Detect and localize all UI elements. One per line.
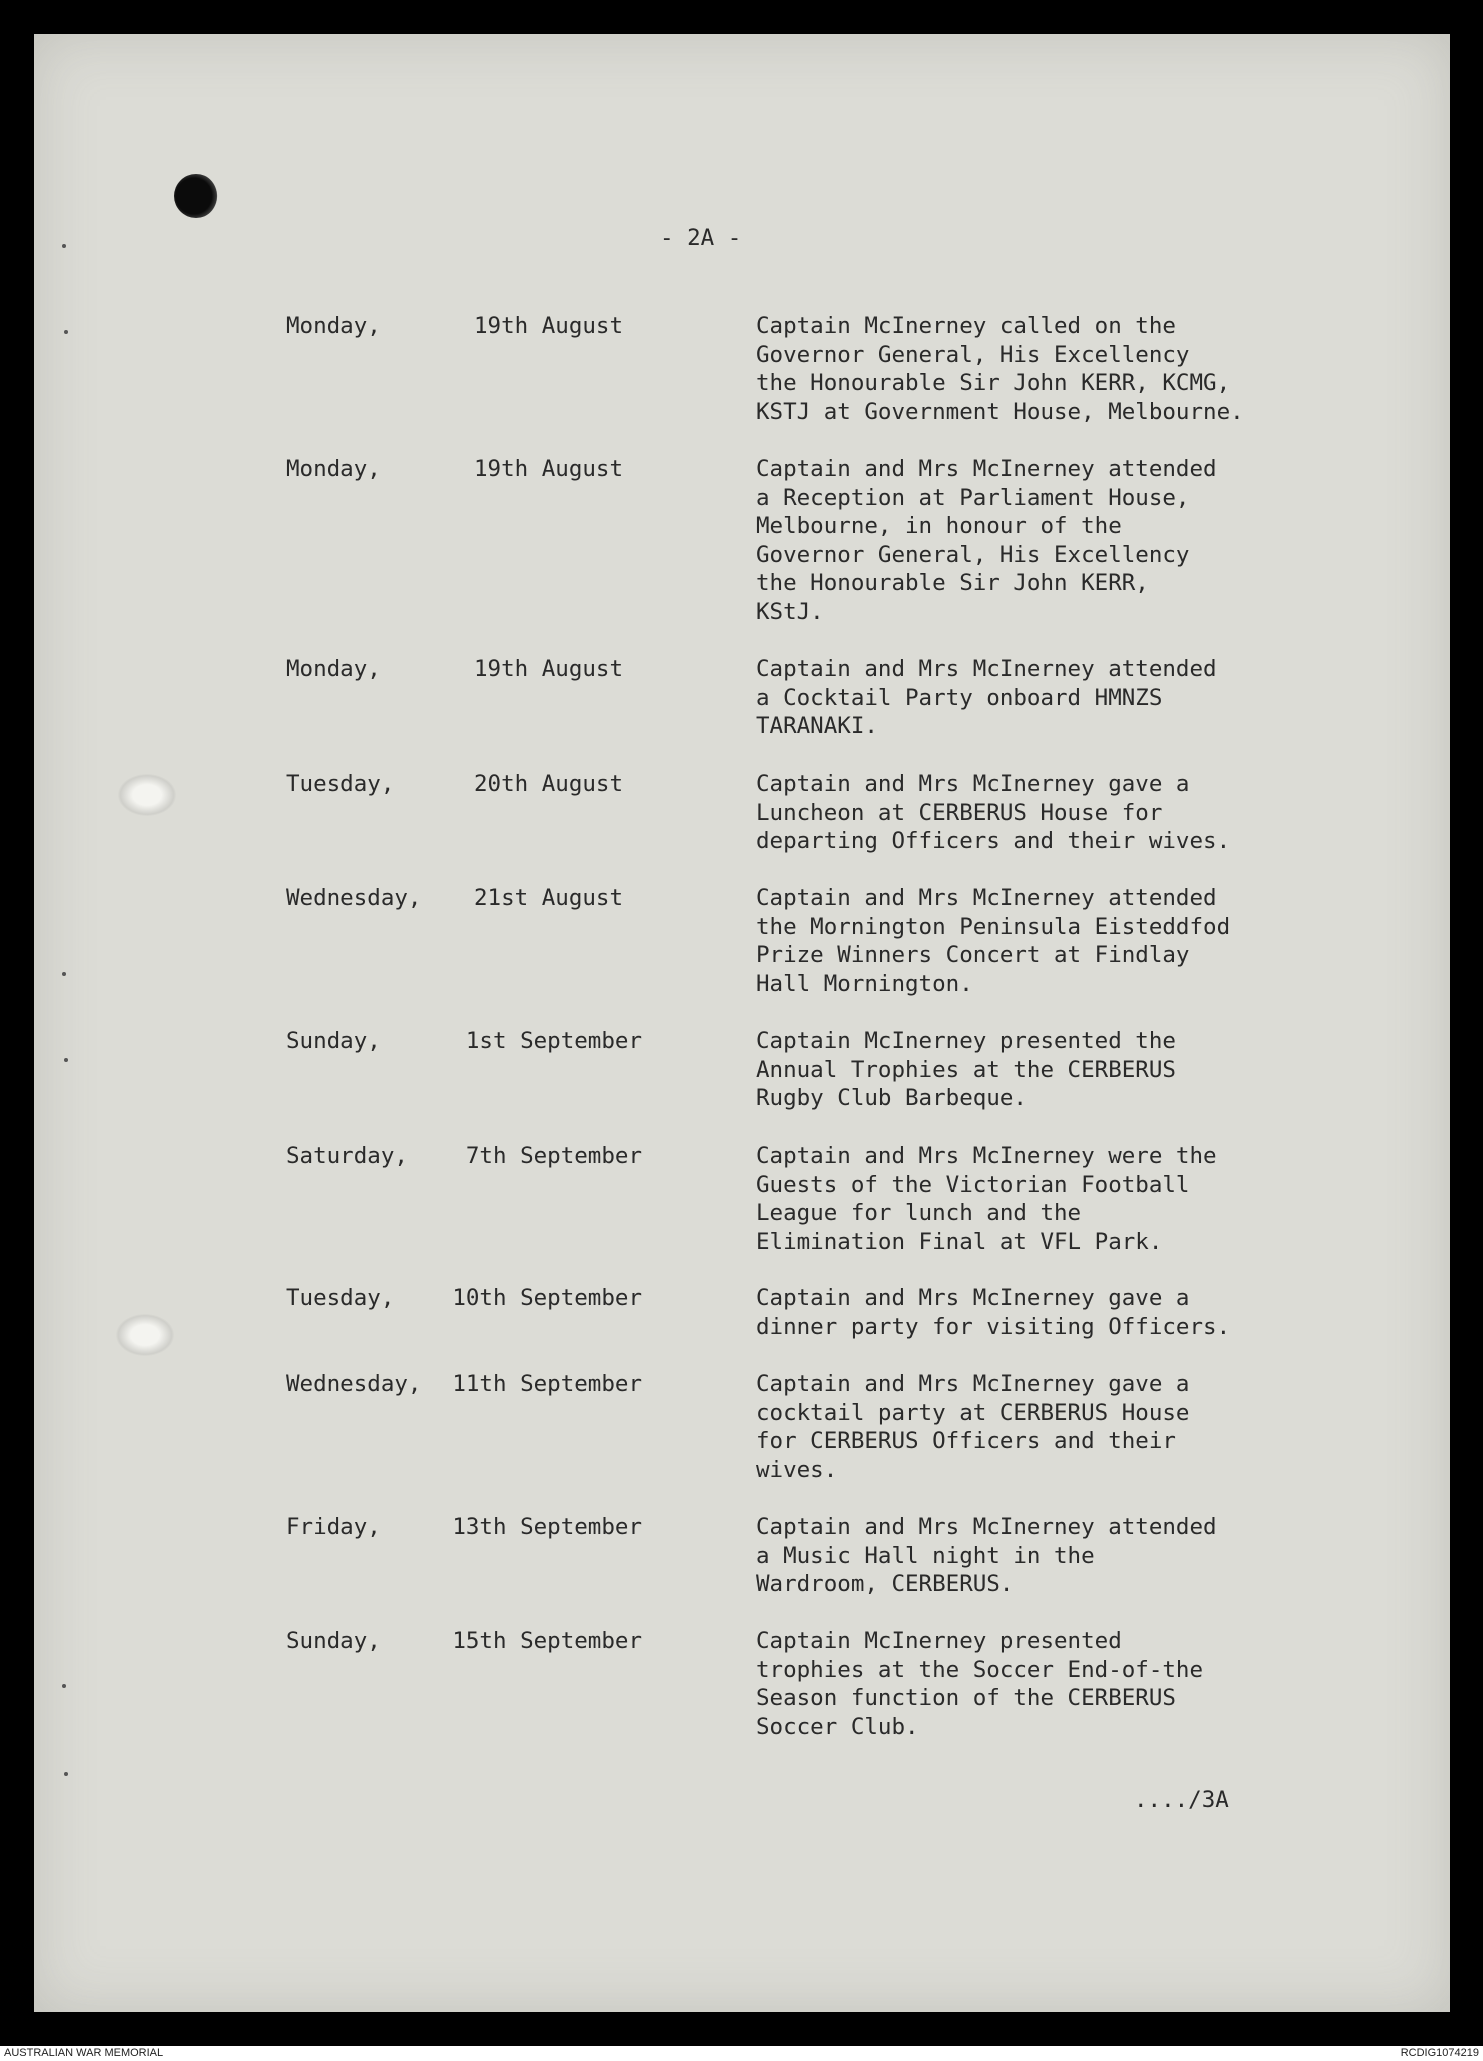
- event-day: Monday,: [286, 456, 381, 482]
- event-day: Wednesday,: [286, 885, 422, 911]
- event-day: Monday,: [286, 656, 381, 682]
- description-line: Governor General, His Excellency: [756, 541, 1190, 568]
- event-date: 21st August: [474, 885, 624, 911]
- event-description: [756, 1513, 1286, 1599]
- event-description: [756, 1370, 1286, 1484]
- event-date: 19th August: [474, 456, 624, 482]
- description-line: the Honourable Sir John KERR, KCMG,: [756, 370, 1231, 396]
- paper-speck: [64, 1772, 68, 1776]
- description-line: wives.: [756, 1456, 838, 1483]
- description-line: Captain and Mrs McInerney gave a: [756, 1371, 1190, 1397]
- paper-speck: [62, 1684, 66, 1688]
- paper-speck: [64, 1058, 68, 1062]
- description-line: Captain and Mrs McInerney attended: [756, 1514, 1217, 1540]
- description-line: Luncheon at CERBERUS House for: [756, 799, 1163, 826]
- event-date: 11th September: [452, 1371, 642, 1397]
- description-line: Captain and Mrs McInerney attended: [756, 656, 1217, 682]
- description-line: trophies at the Soccer End-of-the: [756, 1656, 1204, 1683]
- description-line: Captain and Mrs McInerney gave a: [756, 771, 1190, 797]
- archive-name: AUSTRALIAN WAR MEMORIAL: [4, 2047, 164, 2059]
- description-line: Elimination Final at VFL Park.: [756, 1228, 1163, 1255]
- event-date: 1st September: [465, 1028, 642, 1054]
- event-description: [756, 655, 1286, 741]
- description-line: Governor General, His Excellency: [756, 341, 1190, 368]
- event-date: 10th September: [452, 1285, 642, 1311]
- event-date: 7th September: [465, 1143, 642, 1169]
- punch-hole: [118, 774, 176, 816]
- description-line: the Honourable Sir John KERR,: [756, 570, 1149, 596]
- event-day: Tuesday,: [286, 771, 395, 797]
- event-day: Sunday,: [286, 1028, 381, 1054]
- paper-speck: [62, 972, 66, 976]
- description-line: Season function of the CERBERUS: [756, 1685, 1176, 1711]
- event-date: 19th August: [474, 656, 624, 682]
- description-line: Wardroom, CERBERUS.: [756, 1571, 1014, 1597]
- paper-speck: [62, 244, 66, 248]
- description-line: Rugby Club Barbeque.: [756, 1085, 1027, 1111]
- description-line: Soccer Club.: [756, 1713, 919, 1740]
- description-line: Hall Mornington.: [756, 970, 973, 997]
- description-line: Captain McInerney presented the: [756, 1028, 1176, 1054]
- event-day: Tuesday,: [286, 1285, 395, 1311]
- description-line: Captain McInerney presented: [756, 1628, 1122, 1654]
- description-line: a Reception at Parliament House,: [756, 484, 1190, 511]
- event-description: [756, 1142, 1286, 1256]
- paper-speck: [64, 330, 68, 334]
- event-date: 20th August: [474, 771, 624, 797]
- event-description: [756, 884, 1286, 998]
- event-day: Sunday,: [286, 1628, 381, 1654]
- page-number: - 2A -: [660, 225, 742, 251]
- description-line: Melbourne, in honour of the: [756, 513, 1122, 539]
- event-day: Saturday,: [286, 1143, 408, 1169]
- description-line: Captain and Mrs McInerney were the: [756, 1143, 1217, 1169]
- description-line: Annual Trophies at the CERBERUS: [756, 1056, 1176, 1083]
- record-id: RCDIG1074219: [1400, 2047, 1479, 2059]
- description-line: a Music Hall night in the: [756, 1542, 1095, 1569]
- event-description: [756, 1027, 1286, 1113]
- continuation-marker: ..../3A: [1134, 1787, 1229, 1813]
- description-line: Captain and Mrs McInerney attended: [756, 885, 1217, 911]
- description-line: departing Officers and their wives.: [756, 828, 1231, 854]
- description-line: cocktail party at CERBERUS House: [756, 1399, 1190, 1426]
- event-day: Friday,: [286, 1514, 381, 1540]
- event-date: 15th September: [452, 1628, 642, 1654]
- punch-hole: [116, 1314, 174, 1356]
- event-description: [756, 1284, 1286, 1341]
- event-description: [756, 770, 1286, 856]
- description-line: KStJ.: [756, 598, 824, 625]
- event-date: 13th September: [452, 1514, 642, 1540]
- description-line: Captain and Mrs McInerney attended: [756, 456, 1217, 482]
- event-day: Wednesday,: [286, 1371, 422, 1397]
- description-line: Guests of the Victorian Football: [756, 1171, 1190, 1198]
- description-line: for CERBERUS Officers and their: [756, 1428, 1176, 1454]
- event-description: [756, 455, 1286, 626]
- archive-footer: [0, 2046, 1483, 2061]
- event-description: [756, 1627, 1286, 1741]
- description-line: the Mornington Peninsula Eisteddfod: [756, 913, 1231, 940]
- description-line: Captain McInerney called on the: [756, 313, 1176, 339]
- description-line: League for lunch and the: [756, 1200, 1082, 1226]
- description-line: Captain and Mrs McInerney gave a: [756, 1285, 1190, 1311]
- description-line: a Cocktail Party onboard HMNZS: [756, 684, 1163, 711]
- event-day: Monday,: [286, 313, 381, 339]
- description-line: dinner party for visiting Officers.: [756, 1313, 1231, 1340]
- event-date: 19th August: [474, 313, 624, 339]
- description-line: TARANAKI.: [756, 713, 878, 739]
- punch-hole: [174, 174, 218, 218]
- description-line: KSTJ at Government House, Melbourne.: [756, 398, 1244, 425]
- description-line: Prize Winners Concert at Findlay: [756, 942, 1190, 968]
- event-description: [756, 312, 1286, 426]
